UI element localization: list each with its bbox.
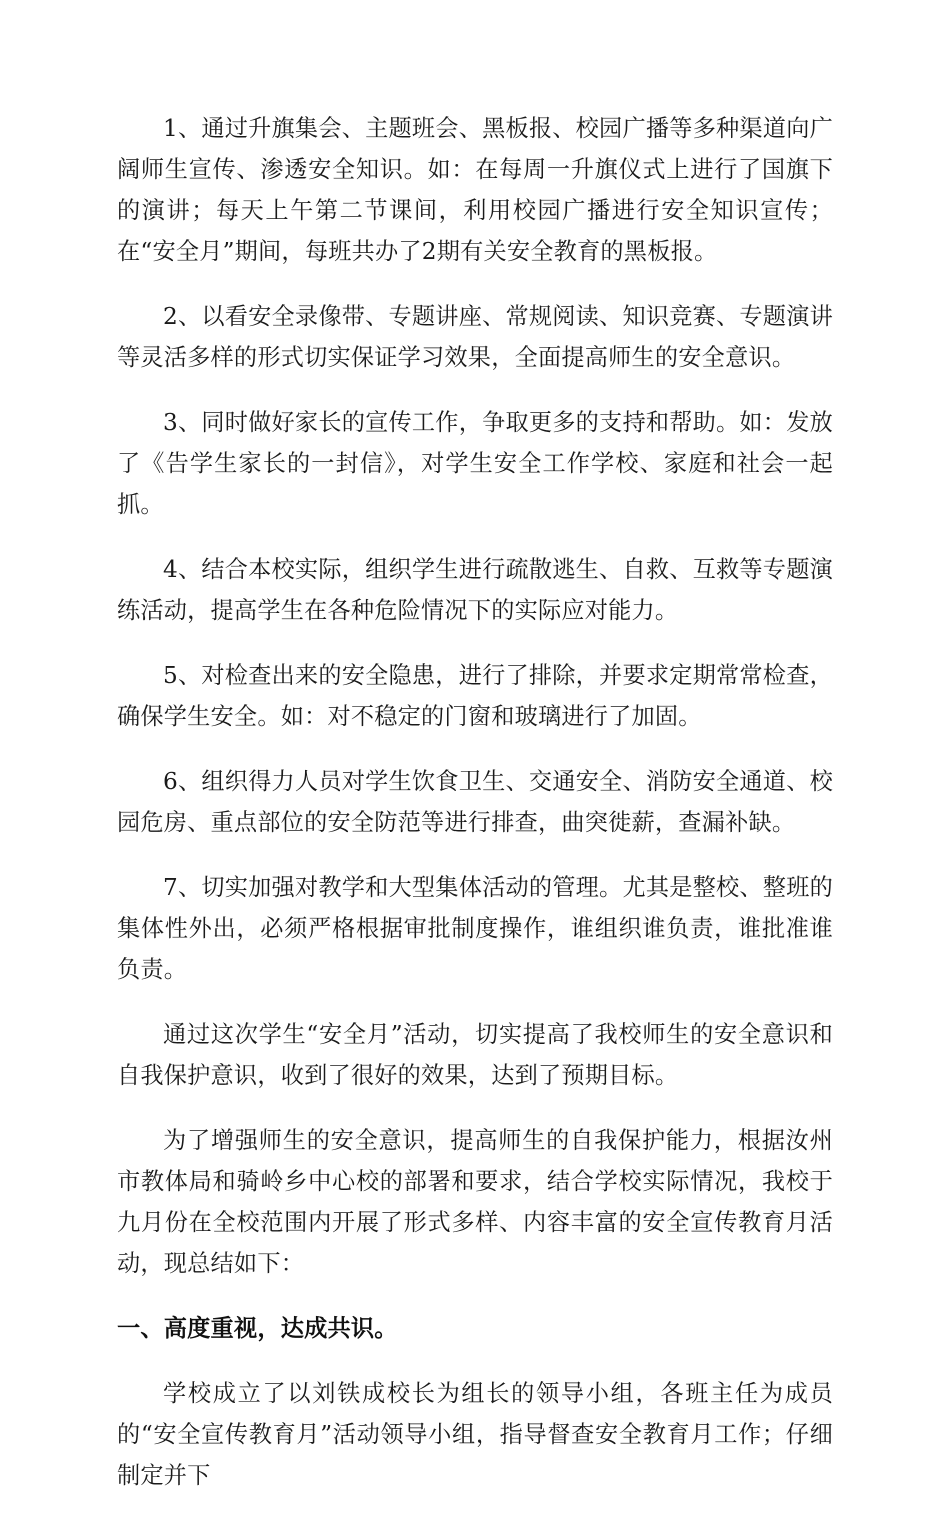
paragraph-item-1: 1、通过升旗集会、主题班会、黑板报、校园广播等多种渠道向广阔师生宣传、渗透安全知识。如：在每周一升旗仪式上进行了国旗下的演讲；每天上午第二节课间，利用校园广播进行安全知识宣传；在“安全月”期间，每班共办了2期有关安全教育的黑板报。 bbox=[117, 115, 833, 265]
paragraph-item-5: 5、对检查出来的安全隐患，进行了排除，并要求定期常常检查，确保学生安全。如：对不稳定的门窗和玻璃进行了加固。 bbox=[117, 662, 833, 730]
document-body bbox=[117, 108, 833, 1520]
paragraph-item-7: 7、切实加强对教学和大型集体活动的管理。尤其是整校、整班的集体性外出，必须严格根据审批制度操作，谁组织谁负责，谁批准谁负责。 bbox=[117, 874, 833, 983]
paragraph-item-2: 2、以看安全录像带、专题讲座、常规阅读、知识竞赛、专题演讲等灵活多样的形式切实保证学习效果，全面提高师生的安全意识。 bbox=[117, 303, 833, 371]
summary-paragraph: 通过这次学生“安全月”活动，切实提高了我校师生的安全意识和自我保护意识，收到了很好的效果，达到了预期目标。 bbox=[117, 1021, 833, 1089]
section-heading: 一、高度重视，达成共识。 bbox=[117, 1315, 398, 1342]
paragraph-item-4: 4、结合本校实际，组织学生进行疏散逃生、自救、互救等专题演练活动，提高学生在各种危险情况下的实际应对能力。 bbox=[117, 556, 833, 624]
intro-paragraph: 为了增强师生的安全意识，提高师生的自我保护能力，根据汝州市教体局和骑岭乡中心校的部署和要求，结合学校实际情况，我校于九月份在全校范围内开展了形式多样、内容丰富的安全宣传教育月活动，现总结如下： bbox=[117, 1127, 833, 1277]
paragraph-item-6: 6、组织得力人员对学生饮食卫生、交通安全、消防安全通道、校园危房、重点部位的安全防范等进行排查，曲突徙薪，查漏补缺。 bbox=[117, 768, 833, 836]
paragraph-item-3: 3、同时做好家长的宣传工作，争取更多的支持和帮助。如：发放了《告学生家长的一封信》，对学生安全工作学校、家庭和社会一起抓。 bbox=[117, 409, 833, 518]
section-paragraph: 学校成立了以刘铁成校长为组长的领导小组，各班主任为成员的“安全宣传教育月”活动领导小组，指导督查安全教育月工作；仔细制定并下 bbox=[117, 1380, 833, 1489]
